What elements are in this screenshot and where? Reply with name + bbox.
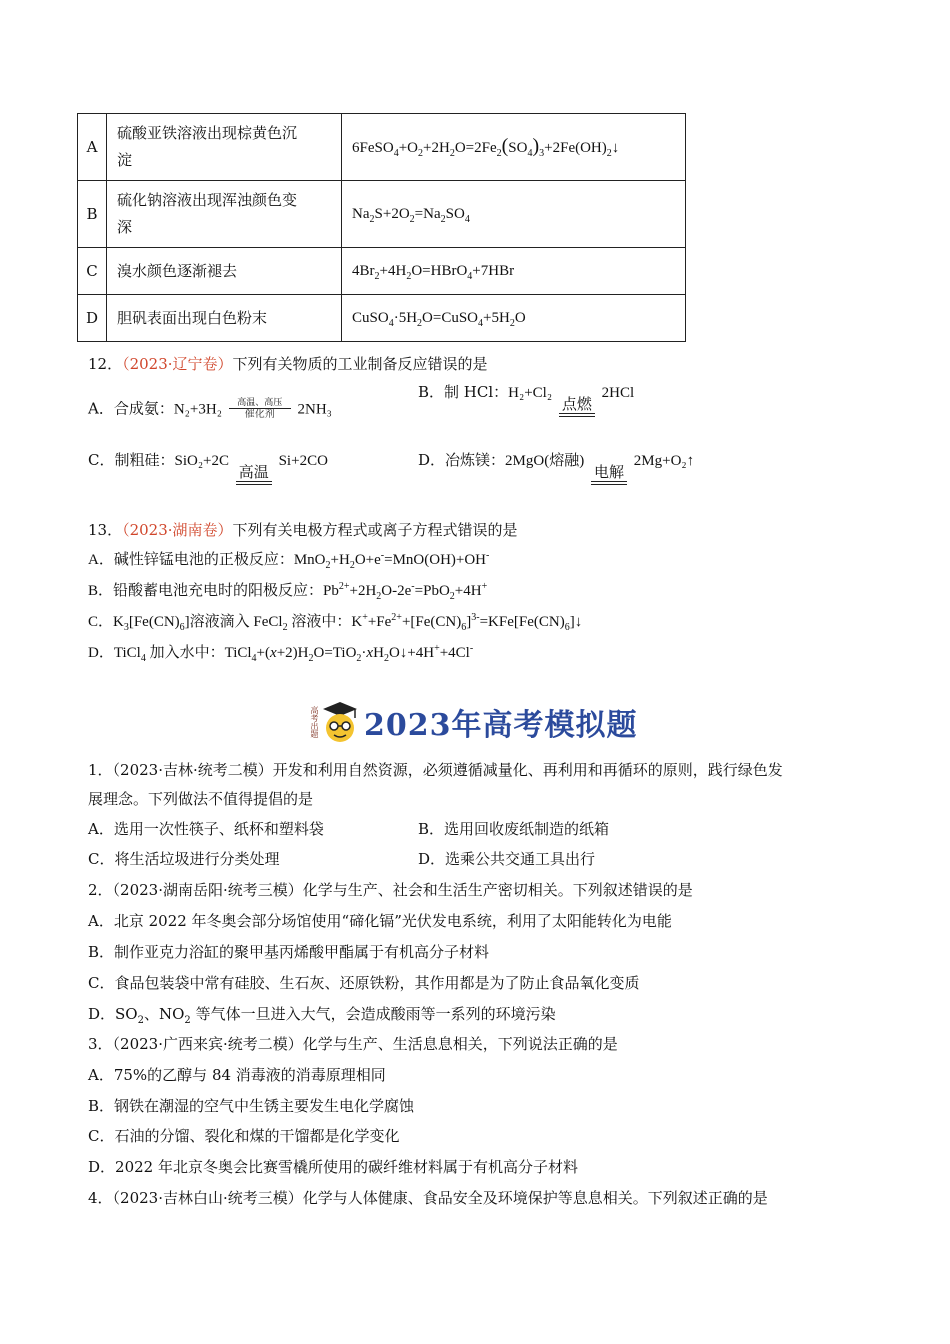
options-table (77, 113, 686, 342)
row-equation: $6FeSO_4+O_2+2H_2O=2Fe_2(SO_4)_3+2Fe(OH)_2↓$ (342, 114, 686, 181)
row-description: 胆矾表面出现白色粉末 (107, 295, 342, 342)
q12-option-a: A．合成氨：N₂+3H₂ 高温、高压 催化剂 2NH₃ (88, 398, 332, 420)
m4-stem: 4．（2023·吉林白山·统考三模）化学与人体健康、食品安全及环境保护等息息相关。下列叙述正确的是 (88, 1189, 768, 1207)
m1-option-a: A．选用一次性筷子、纸杯和塑料袋 (88, 820, 324, 838)
table-row (78, 181, 686, 248)
m1-option-d: D．选乘公共交通工具出行 (418, 850, 596, 868)
q12-option-d: D．冶炼镁：2MgO(熔融) 电解 2Mg+O₂↑ (418, 450, 694, 485)
m2-option-d: D．$SO_2$、$NO_2$ 等气体一旦进入大气，会造成酸雨等一系列的环境污染 (88, 1005, 556, 1026)
section-header (310, 698, 638, 746)
m3-option-c: C．石油的分馏、裂化和煤的干馏都是化学变化 (88, 1127, 400, 1145)
row-equation: $CuSO_4\cdot 5H_2O=CuSO_4+5H_2O$ (342, 295, 686, 342)
m1-option-b: B．选用回收废纸制造的纸箱 (418, 820, 610, 838)
m1-stem-line2: 展理念。下列做法不值得提倡的是 (88, 790, 314, 808)
reaction-condition: 电解 (591, 463, 627, 485)
row-description: 硫酸亚铁溶液出现棕黄色沉 淀 (107, 114, 342, 181)
m1-option-c: C．将生活垃圾进行分类处理 (88, 850, 280, 868)
logo-caption: 高考出题 (310, 706, 319, 738)
q13-option-c: C．$K_3[Fe(CN)_6]$溶液滴入 FeCl$_2$ 溶液中：$K^++Fe^{2+}+[Fe(CN)_6]^{3-}=KFe[Fe(CN)_6]↓$ (88, 612, 583, 633)
m3-option-d: D．2022 年北京冬奥会比赛雪橇所使用的碳纤维材料属于有机高分子材料 (88, 1158, 578, 1176)
row-equation: $4Br_2+4H_2O=HBrO_4+7HBr$ (342, 248, 686, 295)
mascot-icon (322, 700, 358, 744)
reaction-condition: 高温、高压 催化剂 (229, 398, 291, 421)
q12-stem: 12．（2023·辽宁卷）下列有关物质的工业制备反应错误的是 (88, 355, 488, 373)
section-title: 2023年高考模拟题 (364, 708, 638, 743)
m3-option-b: B．钢铁在潮湿的空气中生锈主要发生电化学腐蚀 (88, 1097, 415, 1115)
m3-stem: 3．（2023·广西来宾·统考二模）化学与生产、生活息息相关，下列说法正确的是 (88, 1035, 618, 1053)
q12-option-c: C．制粗硅：SiO₂+2C 高温 Si+2CO (88, 450, 328, 485)
reaction-condition: 点燃 (559, 395, 595, 417)
row-description: 溴水颜色逐渐褪去 (107, 248, 342, 295)
row-equation: $Na_2S+2O_2=Na_2SO_4$ (342, 181, 686, 248)
row-key: B (78, 181, 107, 248)
m1-stem-line1: 1．（2023·吉林·统考二模）开发和利用自然资源，必须遵循减量化、再利用和再循环的原则，践行绿色发 (88, 761, 783, 779)
q13-option-a: A．碱性锌锰电池的正极反应：$MnO_2+H_2O+e^-=MnO(OH)+OH^-$ (88, 550, 490, 571)
row-description: 硫化钠溶液出现浑浊颜色变 深 (107, 181, 342, 248)
row-key: C (78, 248, 107, 295)
table-row (78, 114, 686, 181)
m2-option-c: C．食品包装袋中常有硅胶、生石灰、还原铁粉，其作用都是为了防止食品氧化变质 (88, 974, 640, 992)
q13-option-b: B．铅酸蓄电池充电时的阳极反应：$Pb^{2+}+2H_2O-2e^-=PbO_2+4H^+$ (88, 581, 488, 602)
m2-option-a: A．北京 2022 年冬奥会部分场馆使用“碲化镉”光伏发电系统，利用了太阳能转化为电能 (88, 912, 672, 930)
q12-option-b: B．制 HCl：H₂+Cl₂ 点燃 2HCl (418, 382, 634, 417)
row-key: A (78, 114, 107, 181)
row-key: D (78, 295, 107, 342)
m2-stem: 2．（2023·湖南岳阳·统考三模）化学与生产、社会和生活生产密切相关。下列叙述错误的是 (88, 881, 693, 899)
m2-option-b: B．制作亚克力浴缸的聚甲基丙烯酸甲酯属于有机高分子材料 (88, 943, 490, 961)
table-row (78, 295, 686, 342)
table-row (78, 248, 686, 295)
q13-option-d: D．TiCl$_4$ 加入水中：$TiCl_4+(x+2)H_2O=TiO_2\cdot xH_2O↓+4H^++4Cl^-$ (88, 643, 474, 664)
m3-option-a: A．75%的乙醇与 84 消毒液的消毒原理相同 (88, 1066, 386, 1084)
reaction-condition: 高温 (236, 463, 272, 485)
q13-stem: 13．（2023·湖南卷）下列有关电极方程式或离子方程式错误的是 (88, 521, 518, 539)
